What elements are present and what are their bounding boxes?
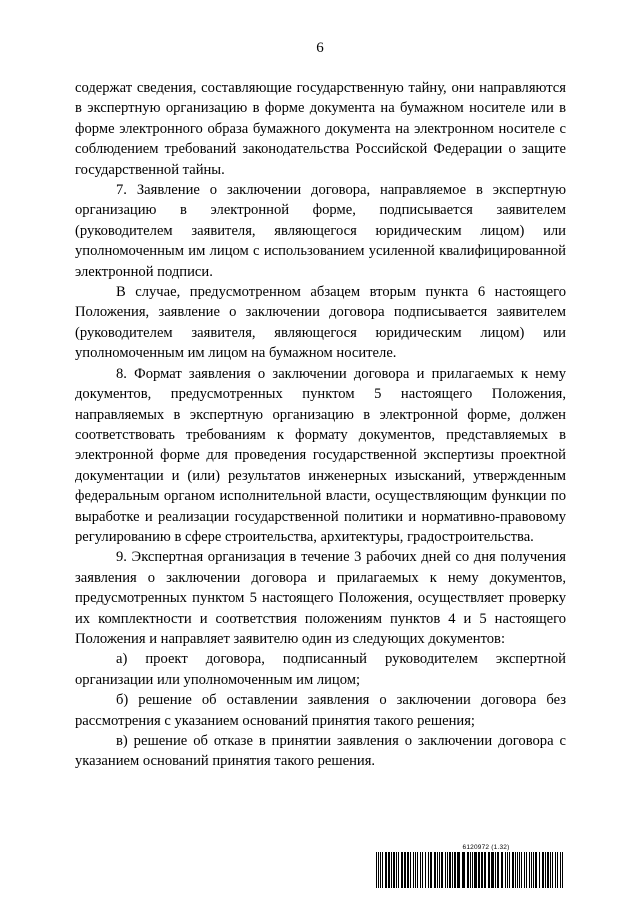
paragraph-item-9: 9. Экспертная организация в течение 3 рабочих дней со дня получения заявления о заключении договора и прилагаемых к нему документов, предусмотренных пунктом 5 настоящего Положения, осуществляет проверку их комплектности и соответствия положениям пунктов 4 и 5 настоящего Положения и направляет заявителю один из следующих документов: (75, 549, 566, 647)
paragraph-continuation: содержат сведения, составляющие государственную тайну, они направляются в экспертную организацию в форме документа на бумажном носителе или в форме электронного образа бумажного документа на электронном носителе с соблюдением требований законодательства Российской Федерации о защите государственной тайны. (75, 80, 566, 178)
document-body (75, 78, 566, 772)
list-item-c: в) решение об отказе в принятии заявления о заключении договора с указанием оснований принятия такого решения. (75, 733, 566, 770)
paragraph-item-7-second: В случае, предусмотренном абзацем вторым пункта 6 настоящего Положения, заявление о заключении договора подписывается заявителем (руководителем заявителя, являющегося юридическим лицом) или уполномоченным им лицом на бумажном носителе. (75, 284, 566, 362)
list-item-b: б) решение об оставлении заявления о заключении договора без рассмотрения с указанием оснований принятия такого решения; (75, 692, 566, 729)
barcode-icon (376, 852, 566, 888)
page-number: 6 (316, 40, 324, 56)
list-item-a: а) проект договора, подписанный руководителем экспертной организации или уполномоченным им лицом; (75, 651, 566, 688)
paragraph-item-8: 8. Формат заявления о заключении договора и прилагаемых к нему документов, предусмотренных пунктом 5 настоящего Положения, направляемых в экспертную организацию в электронной форме, должен соответствовать требованиям к формату документов, представляемых в электронной форме для проведения государственной экспертизы проектной документации и (или) результатов инженерных изысканий, утвержденным федеральным органом исполнительной власти, осуществляющим функции по выработке и реализации государственной политики и нормативно-правовому регулированию в сфере строительства, архитектуры, градостроительства. (75, 365, 566, 545)
barcode-code: 6120972 (1.32) (462, 844, 510, 851)
paragraph-item-7: 7. Заявление о заключении договора, направляемое в экспертную организацию в электронной форме, подписывается заявителем (руководителем заявителя, являющегося юридическим лицом) или уполномоченным им лицом с использованием усиленной квалифицированной электронной подписи. (75, 182, 566, 280)
barcode (376, 844, 566, 888)
